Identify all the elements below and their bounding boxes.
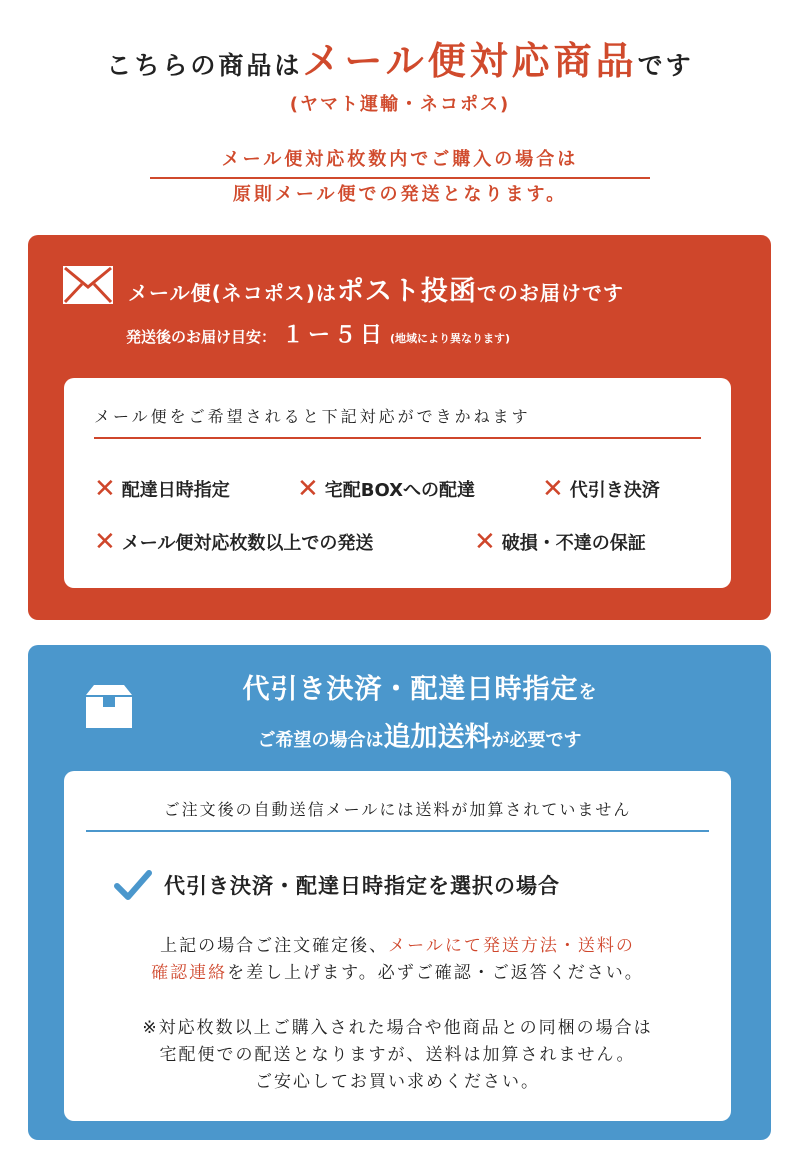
cod-line2-post: が必要です: [491, 730, 582, 751]
cod-para-2: [64, 1015, 731, 1096]
restriction-item: [542, 476, 660, 502]
cod-line2-emphasis: 追加送料: [383, 722, 492, 753]
mail-panel-title: [128, 269, 624, 308]
cod-para-1: [64, 933, 731, 987]
restriction-item: [94, 476, 230, 502]
notice-line-2: 原則メール便での発送となります。: [232, 184, 568, 205]
header-section: [0, 0, 800, 230]
checkmark-icon: [114, 869, 152, 901]
cod-para-1-text: 上記の場合ご注文確定後、: [160, 936, 389, 956]
restriction-item: [297, 476, 475, 502]
notice-line-1: メール便対応枚数内でご購入の場合は: [150, 145, 650, 179]
restrictions-card: [64, 378, 731, 588]
restriction-label: 破損・不達の保証: [501, 533, 646, 554]
cod-check-title: 代引き決済・配達日時指定を選択の場合: [164, 874, 560, 898]
mail-title-post: でのお届けです: [476, 281, 624, 305]
mail-delivery-panel: [28, 235, 771, 620]
delivery-estimate: [126, 318, 510, 349]
mail-title-emphasis: ポスト投函: [336, 276, 477, 307]
cod-title-line-1: [28, 667, 771, 706]
cod-title-line-2: [28, 715, 771, 754]
cod-para-1-line-1: [64, 933, 731, 960]
cross-icon: ✕: [474, 527, 496, 557]
headline-emphasis: メール便対応商品: [302, 39, 638, 83]
cod-para-1-highlight: メールにて発送方法・送料の: [388, 936, 635, 956]
cod-panel: [28, 645, 771, 1140]
cod-para-1-line-2: [64, 960, 731, 987]
cod-para-1-highlight: 確認連絡: [151, 963, 228, 983]
cod-line2-pre: ご希望の場合は: [257, 730, 384, 751]
restriction-label: 代引き決済: [569, 480, 660, 501]
cod-title-emphasis: 代引き決済・配達日時指定: [242, 674, 579, 705]
cod-para-1-text: を差し上げます。必ずご確認・ご返答ください。: [227, 963, 644, 983]
mail-title-pre: メール便(ネコポス)は: [128, 281, 337, 305]
cross-icon: ✕: [297, 474, 319, 504]
restrictions-heading: メール便をご希望されると下記対応ができかねます: [94, 404, 701, 439]
restriction-item: [94, 529, 373, 555]
carriers-note: (ヤマト運輸・ネコポス): [289, 94, 511, 115]
headline-pre: こちらの商品は: [106, 51, 303, 80]
cod-card-heading: ご注文後の自動送信メールには送料が加算されていません: [86, 797, 709, 832]
estimate-label: 発送後のお届け目安：: [126, 328, 277, 346]
cross-icon: ✕: [542, 474, 564, 504]
headline: [0, 30, 800, 85]
cod-para-2-line-3: ご安心してお買い求めください。: [255, 1072, 540, 1092]
cod-para-2-line-1: ※対応枚数以上ご購入された場合や他商品との同梱の場合は: [142, 1018, 653, 1038]
restriction-item: [474, 529, 646, 555]
restriction-label: 宅配BOXへの配達: [324, 480, 476, 501]
headline-post: です: [637, 51, 694, 80]
estimate-days: １ー５日: [282, 323, 387, 348]
estimate-note: (地域により異なります): [390, 332, 511, 345]
cod-para-2-line-2: 宅配便での配送となりますが、送料は加算されません。: [159, 1045, 636, 1065]
cross-icon: ✕: [94, 474, 116, 504]
mail-envelope-icon: [62, 265, 114, 305]
restriction-label: 配達日時指定: [121, 480, 230, 501]
cod-title-suffix: を: [578, 682, 597, 703]
cod-check-row: [114, 869, 560, 901]
restriction-label: メール便対応枚数以上での発送: [121, 533, 374, 554]
cross-icon: ✕: [94, 527, 116, 557]
cod-info-card: [64, 771, 731, 1121]
